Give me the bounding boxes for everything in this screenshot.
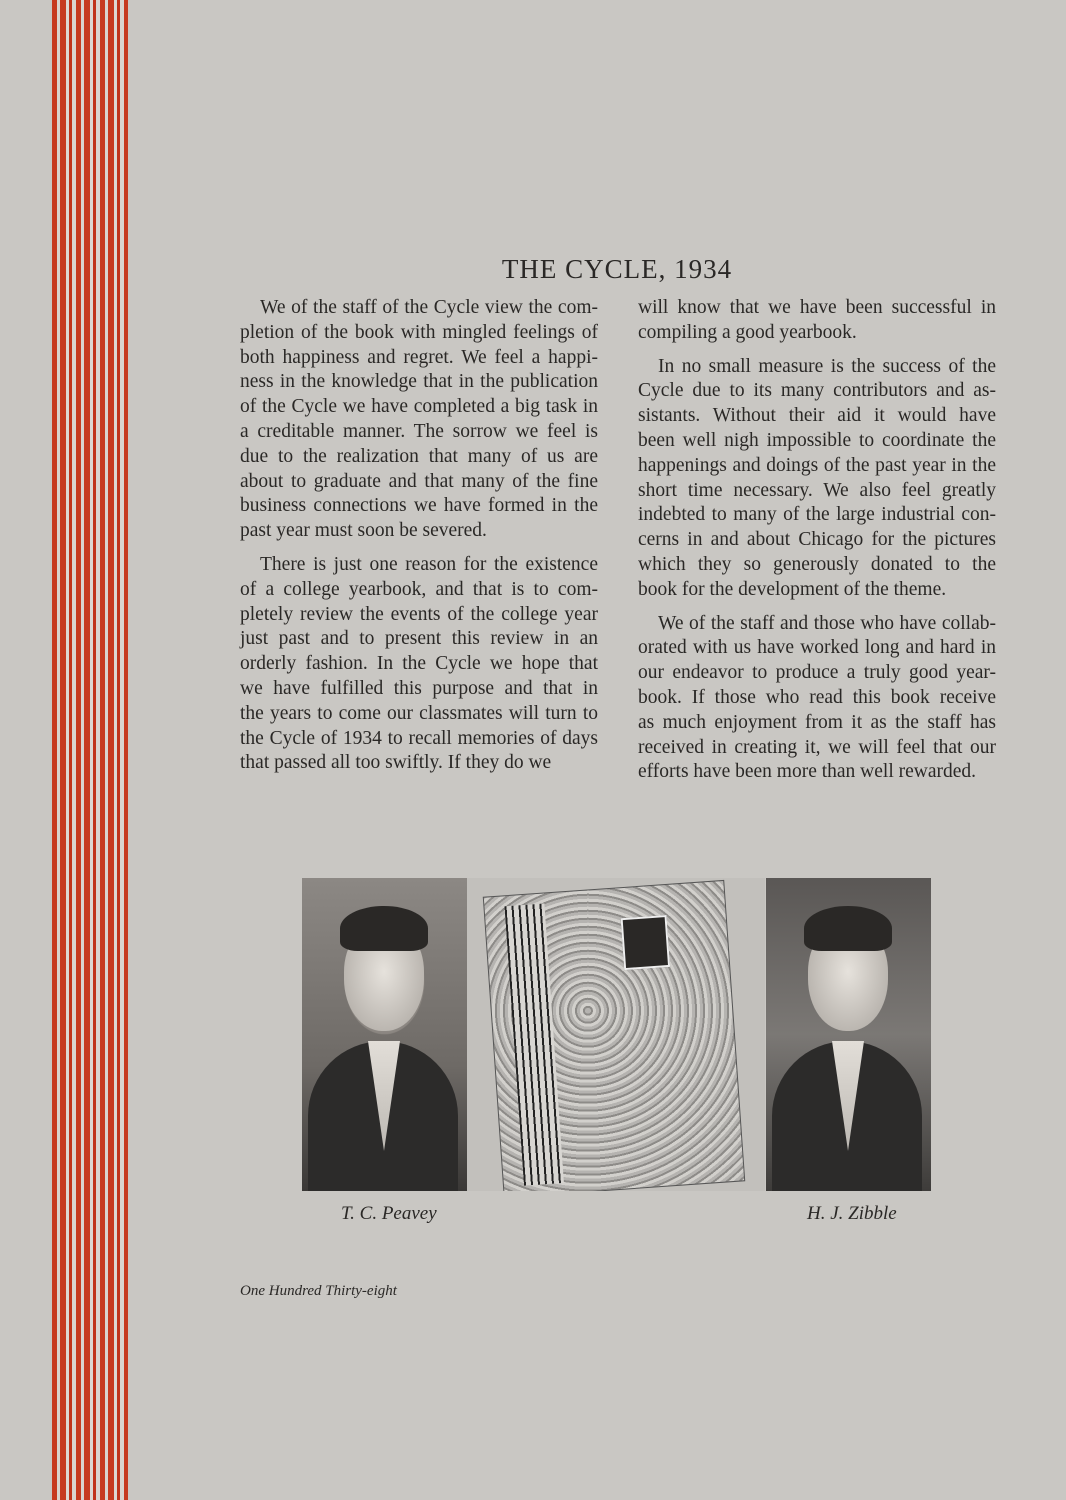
text-line: that passed all too swiftly. If they do we: [240, 752, 552, 774]
text-line: We of the staff and those who have collab-: [658, 612, 996, 634]
text-line: the Cycle of 1934 to recall memories of days: [240, 727, 598, 749]
text-line: received in creating it, we will feel that our: [638, 736, 996, 758]
text-line: compiling a good yearbook.: [638, 321, 857, 343]
text-line: a creditable manner. The sorrow we feel is: [240, 420, 598, 442]
text-line: efforts have been more than well rewarded.: [638, 761, 977, 783]
text-line: been well nigh impossible to coordinate the: [638, 429, 996, 451]
text-line: orated with us have worked long and hard in: [638, 637, 996, 659]
caption-zibble: H. J. Zibble: [807, 1203, 897, 1224]
text-line: Cycle due to its many contributors and as-: [638, 380, 996, 402]
text-line: of a college yearbook, and that is to com-: [240, 578, 598, 600]
text-line: There is just one reason for the existence: [260, 553, 598, 575]
text-line: which they so generously donated to the: [638, 553, 996, 575]
text-line: ness in the knowledge that in the publication: [240, 371, 598, 393]
paragraph: [240, 553, 598, 776]
page-title: THE CYCLE, 1934: [501, 254, 733, 284]
text-line: just past and to present this review in an: [240, 628, 598, 650]
text-line: of the Cycle we have completed a big task in: [240, 396, 598, 418]
text-line: orderly fashion. In the Cycle we hope that: [240, 653, 598, 675]
paragraph: [638, 355, 996, 603]
text-line: our endeavor to produce a truly good year-: [638, 662, 996, 684]
yearbook-cover-photo: [467, 878, 765, 1191]
text-line: happenings and doings of the past year in the: [638, 454, 996, 476]
paragraph: [638, 296, 996, 346]
text-line: pletion of the book with mingled feelings of: [240, 321, 598, 343]
text-line: book for the development of the theme.: [638, 578, 947, 600]
portrait-photo-zibble: [766, 878, 931, 1191]
text-line: sistants. Without their aid it would have: [638, 405, 996, 427]
paragraph: [240, 296, 598, 544]
text-line: as much enjoyment from it as the staff has: [638, 711, 996, 733]
text-line: both happiness and regret. We feel a happi-: [240, 346, 598, 368]
decorative-red-stripe-border: [52, 0, 128, 1500]
text-column-left: [240, 296, 598, 785]
text-line: the years to come our classmates will turn to: [240, 702, 598, 724]
portrait-photo-peavey: [302, 878, 467, 1191]
page-number: One Hundred Thirty-eight: [240, 1283, 397, 1299]
text-line: business connections we have formed in the: [240, 495, 598, 517]
text-line: past year must soon be severed.: [240, 520, 487, 542]
text-line: pletely review the events of the college year: [240, 603, 598, 625]
text-line: In no small measure is the success of the: [658, 355, 996, 377]
text-column-right: [638, 296, 996, 794]
caption-peavey: T. C. Peavey: [341, 1203, 437, 1224]
paragraph: [638, 612, 996, 786]
text-line: short time necessary. We also feel greatly: [638, 479, 996, 501]
text-line: about to graduate and that many of the fine: [240, 470, 598, 492]
text-line: indebted to many of the large industrial con-: [638, 504, 996, 526]
text-line: cerns in and about Chicago for the pictures: [638, 529, 996, 551]
text-line: We of the staff of the Cycle view the com-: [260, 297, 598, 318]
text-line: will know that we have been successful in: [638, 297, 996, 318]
text-line: we have fulfilled this purpose and that in: [240, 677, 598, 699]
text-line: due to the realization that many of us are: [240, 445, 598, 467]
text-line: book. If those who read this book receive: [638, 686, 996, 708]
